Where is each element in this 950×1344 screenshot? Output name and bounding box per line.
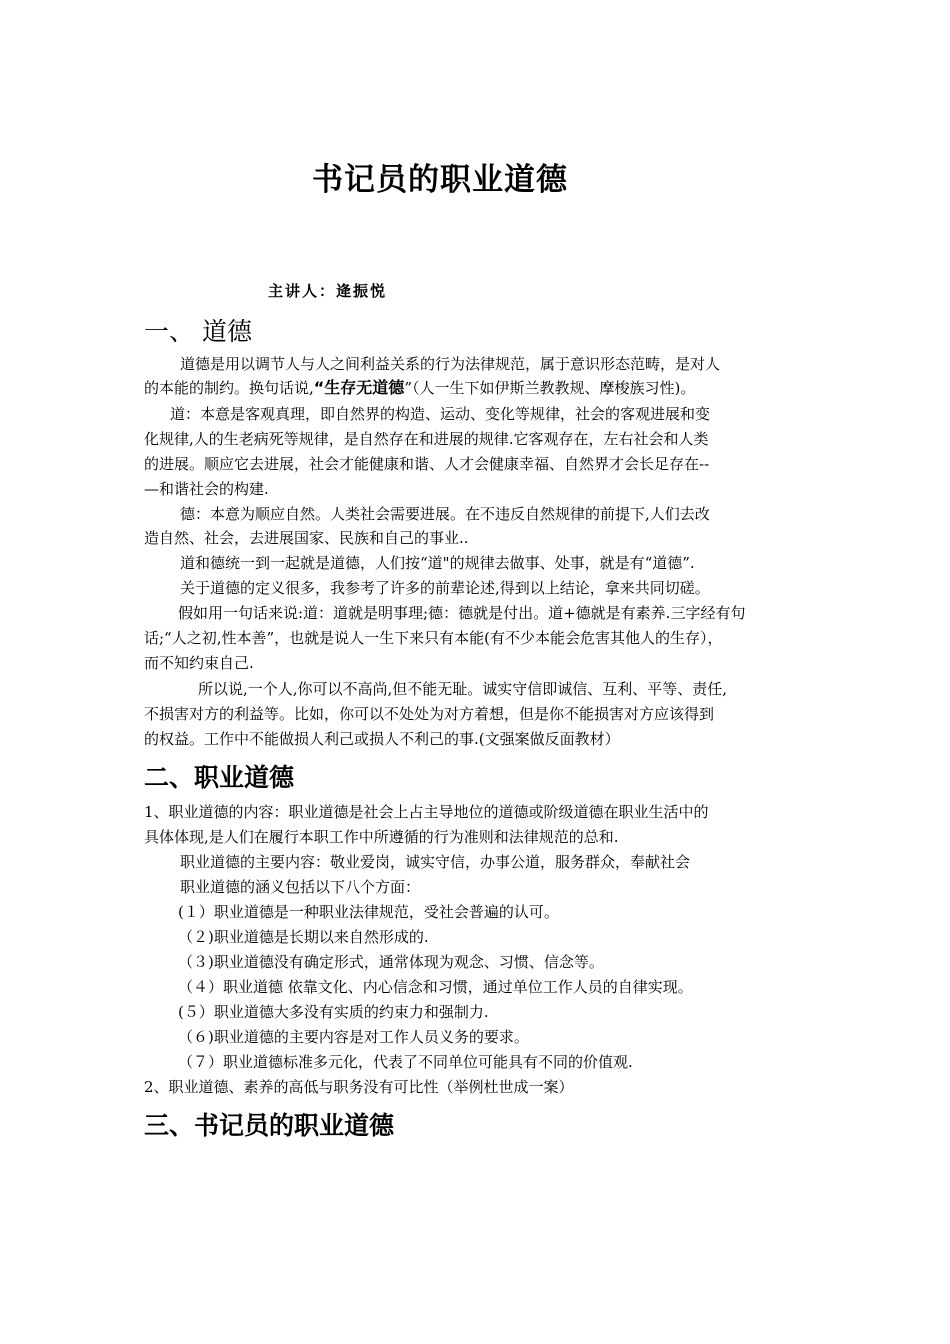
paragraph-line: 而不知约束自己. bbox=[144, 654, 254, 672]
section-3-heading: 三、书记员的职业道德 bbox=[144, 1111, 395, 1140]
list-item: （２)职业道德是长期以来自然形成的. bbox=[178, 928, 429, 946]
paragraph-line: 假如用一句话来说:道：道就是明事理;德：德就是付出。道+德就是有素养.三字经有句 bbox=[178, 604, 746, 622]
paragraph-line: 关于道德的定义很多，我参考了许多的前辈论述,得到以上结论，拿来共同切磋。 bbox=[180, 579, 710, 597]
document-title: 书记员的职业道德 bbox=[312, 162, 568, 198]
paragraph-line: 所以说,一个人,你可以不高尚,但不能无耻。诚实守信即诚信、互利、平等、责任, bbox=[198, 680, 728, 698]
paragraph-line: 的权益。工作中不能做损人利己或损人不利己的事.(文强案做反面教材） bbox=[144, 730, 620, 748]
section-2-heading: 二、职业道德 bbox=[144, 763, 295, 792]
paragraph-line: 道德是用以调节人与人之间利益关系的行为法律规范，属于意识形态范畴，是对人 bbox=[180, 355, 721, 373]
text-run: ”（人一生下如伊斯兰教教规、摩梭族习性)。 bbox=[404, 379, 696, 397]
paragraph-line: 职业道德的涵义包括以下八个方面： bbox=[180, 878, 421, 896]
paragraph-line: —和谐社会的构建. bbox=[144, 480, 269, 498]
list-item: （４）职业道德 依靠文化、内心信念和习惯，通过单位工作人员的自律实现。 bbox=[178, 978, 693, 996]
section-1-heading: 一、 道德 bbox=[144, 317, 252, 346]
list-item: （７）职业道德标准多元化，代表了不同单位可能具有不同的价值观. bbox=[178, 1053, 633, 1071]
list-item: （３)职业道德没有确定形式，通常体现为观念、习惯、信念等。 bbox=[178, 953, 604, 971]
paragraph-line: 2、职业道德、素养的高低与职务没有可比性（举例杜世成一案） bbox=[144, 1078, 574, 1096]
paragraph-line: 具体体现,是人们在履行本职工作中所遵循的行为准则和法律规范的总和. bbox=[144, 828, 619, 846]
text-run: 的本能的制约。换句话说, bbox=[144, 379, 314, 397]
list-item: (１）职业道德是一种职业法律规范，受社会普遍的认可。 bbox=[178, 903, 559, 921]
paragraph-line bbox=[144, 376, 695, 400]
speaker-line: 主讲人：逄振悦 bbox=[268, 282, 388, 300]
paragraph-line: 职业道德的主要内容：敬业爱岗，诚实守信，办事公道，服务群众，奉献社会 bbox=[180, 853, 691, 871]
paragraph-line: 道：本意是客观真理，即自然界的构造、运动、变化等规律，社会的客观进展和变 bbox=[170, 405, 711, 423]
paragraph-line: 的进展。顺应它去进展，社会才能健康和谐、人才会健康幸福、自然界才会长足存在-- bbox=[144, 455, 710, 473]
bold-phrase: “生存无道德 bbox=[313, 378, 405, 397]
paragraph-line: 不损害对方的利益等。比如，你可以不处处为对方着想，但是你不能损害对方应该得到 bbox=[144, 705, 715, 723]
paragraph-line: 德：本意为顺应自然。人类社会需要进展。在不违反自然规律的前提下,人们去改 bbox=[180, 505, 710, 523]
list-item: （６)职业道德的主要内容是对工作人员义务的要求。 bbox=[178, 1028, 529, 1046]
paragraph-line: 话;“人之初,性本善”，也就是说人一生下来只有本能(有不少本能会危害其他人的生存）， bbox=[144, 629, 723, 647]
paragraph-line: 造自然、社会，去进展国家、民族和自己的事业.. bbox=[144, 529, 469, 547]
paragraph-line: 化规律,人的生老病死等规律，是自然存在和进展的规律.它客观存在，左右社会和人类 bbox=[144, 430, 709, 448]
paragraph-line: 道和德统一到一起就是道德，人们按“道"的规律去做事、处事，就是有“道德”. bbox=[180, 554, 695, 572]
list-item: (５）职业道德大多没有实质的约束力和强制力. bbox=[178, 1003, 489, 1021]
paragraph-line: 1、职业道德的内容：职业道德是社会上占主导地位的道德或阶级道德在职业生活中的 bbox=[144, 803, 709, 821]
